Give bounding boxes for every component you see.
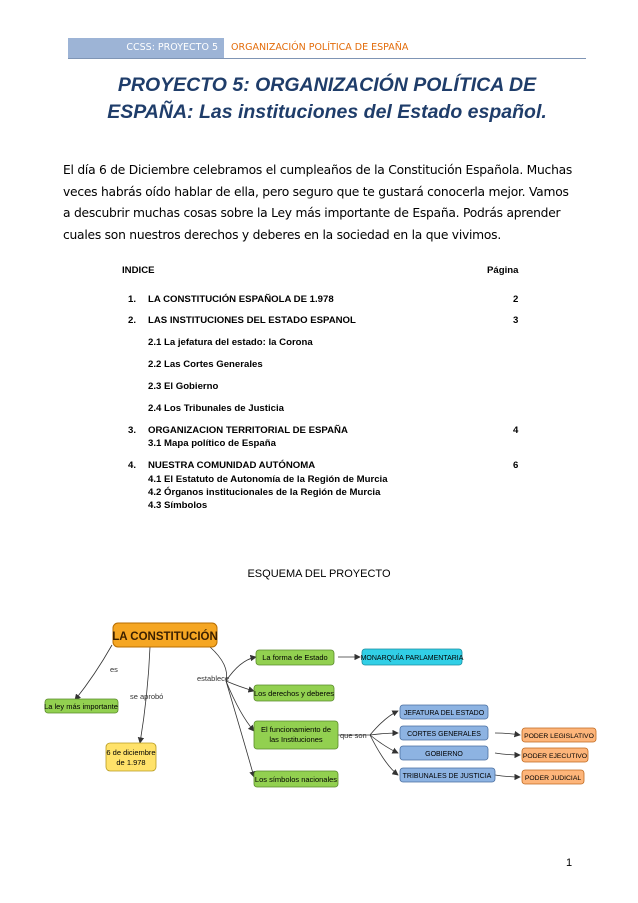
node-derechos-label: Los derechos y deberes — [253, 689, 335, 698]
node-judicial-label: PODER JUDICIAL — [524, 775, 582, 782]
page-number: 1 — [566, 857, 573, 869]
link-label: se aprobó — [130, 692, 164, 701]
toc-item-page: 2 — [513, 294, 519, 305]
toc-subitem: 2.3 El Gobierno — [148, 381, 219, 392]
toc-heading: INDICE — [122, 265, 155, 276]
toc-item-page: 4 — [513, 425, 519, 436]
node-forma-label: La forma de Estado — [262, 653, 328, 662]
toc-subitem: 3.1 Mapa político de España — [148, 438, 276, 449]
toc-item-number: 2. — [128, 315, 137, 326]
node-ley-label: La ley más importante — [44, 702, 118, 711]
toc-subitem: 4.2 Órganos institucionales de la Región de Murcia — [148, 487, 381, 498]
toc-item-page: 6 — [513, 460, 519, 471]
toc-page-heading: Página — [487, 265, 519, 276]
node-gobierno-label: GOBIERNO — [425, 751, 463, 758]
toc-item-number: 4. — [128, 460, 137, 471]
toc-subitem: 2.4 Los Tribunales de Justicia — [148, 403, 284, 414]
title-line-1: PROYECTO 5: ORGANIZACIÓN POLÍTICA DE — [117, 74, 537, 96]
document-title — [68, 72, 586, 126]
link-label: establece — [197, 674, 230, 683]
toc-subitem: 2.2 Las Cortes Generales — [148, 359, 263, 370]
node-cortes-label: CORTES GENERALES — [407, 731, 481, 738]
toc-item-number: 3. — [128, 425, 137, 436]
title-line-2: ESPAÑA: Las instituciones del Estado español. — [107, 101, 547, 123]
toc-item-label: NUESTRA COMUNIDAD AUTÓNOMA — [148, 460, 316, 471]
node-root-label: LA CONSTITUCIÓN — [112, 631, 218, 643]
node-simbolos-label: Los símbolos nacionales — [254, 775, 338, 784]
header-title: ORGANIZACIÓN POLÍTICA DE ESPAÑA — [231, 42, 409, 53]
schema-title: ESQUEMA DEL PROYECTO — [247, 568, 391, 580]
node-legislativo-label: PODER LEGISLATIVO — [524, 733, 594, 740]
node-funcionamiento-label: las Instituciones — [269, 735, 323, 744]
node-monarquia-label: MONARQUÍA PARLAMENTARIA — [360, 655, 464, 662]
toc-item-label: LA CONSTITUCIÓN ESPAÑOLA DE 1.978 — [148, 294, 334, 305]
header-course-tab: CCSS: PROYECTO 5 — [68, 38, 224, 58]
node-tribunales-label: TRIBUNALES DE JUSTICIA — [402, 773, 492, 780]
page-header — [68, 38, 586, 58]
node-fecha-label: de 1.978 — [116, 758, 146, 767]
toc-item-page: 3 — [513, 315, 519, 326]
node-ejecutivo-label: PODER EJECUTIVO — [522, 753, 588, 760]
concept-map — [0, 605, 638, 805]
link-label: es — [110, 665, 118, 674]
node-funcionamiento-label: El funcionamiento de — [260, 725, 332, 734]
toc-subitem: 4.1 El Estatuto de Autonomía de la Región de Murcia — [148, 474, 388, 485]
node-fecha-label: 6 de diciembre — [106, 748, 156, 757]
toc-subitem: 2.1 La jefatura del estado: la Corona — [148, 337, 313, 348]
intro-paragraph: El día 6 de Diciembre celebramos el cumpleaños de la Constitución Española. Muchas veces habrás oído hablar de ella, pero seguro que te gustará conocerla mejor. Vamos a descubrir muchas cosas sobre la Ley más importante de España. Podrás aprender cuales son nuestros derechos y deberes en la sociedad en la que vivimos. — [63, 163, 573, 242]
toc-subitem: 4.3 Símbolos — [148, 500, 208, 511]
toc-item-label: ORGANIZACION TERRITORIAL DE ESPAÑA — [148, 425, 348, 436]
link-label: que son — [340, 731, 367, 740]
header-rule — [68, 58, 586, 59]
toc-item-number: 1. — [128, 294, 137, 305]
toc-item-label: LAS INSTITUCIONES DEL ESTADO ESPANOL — [148, 315, 356, 326]
node-jefatura-label: JEFATURA DEL ESTADO — [403, 710, 485, 717]
